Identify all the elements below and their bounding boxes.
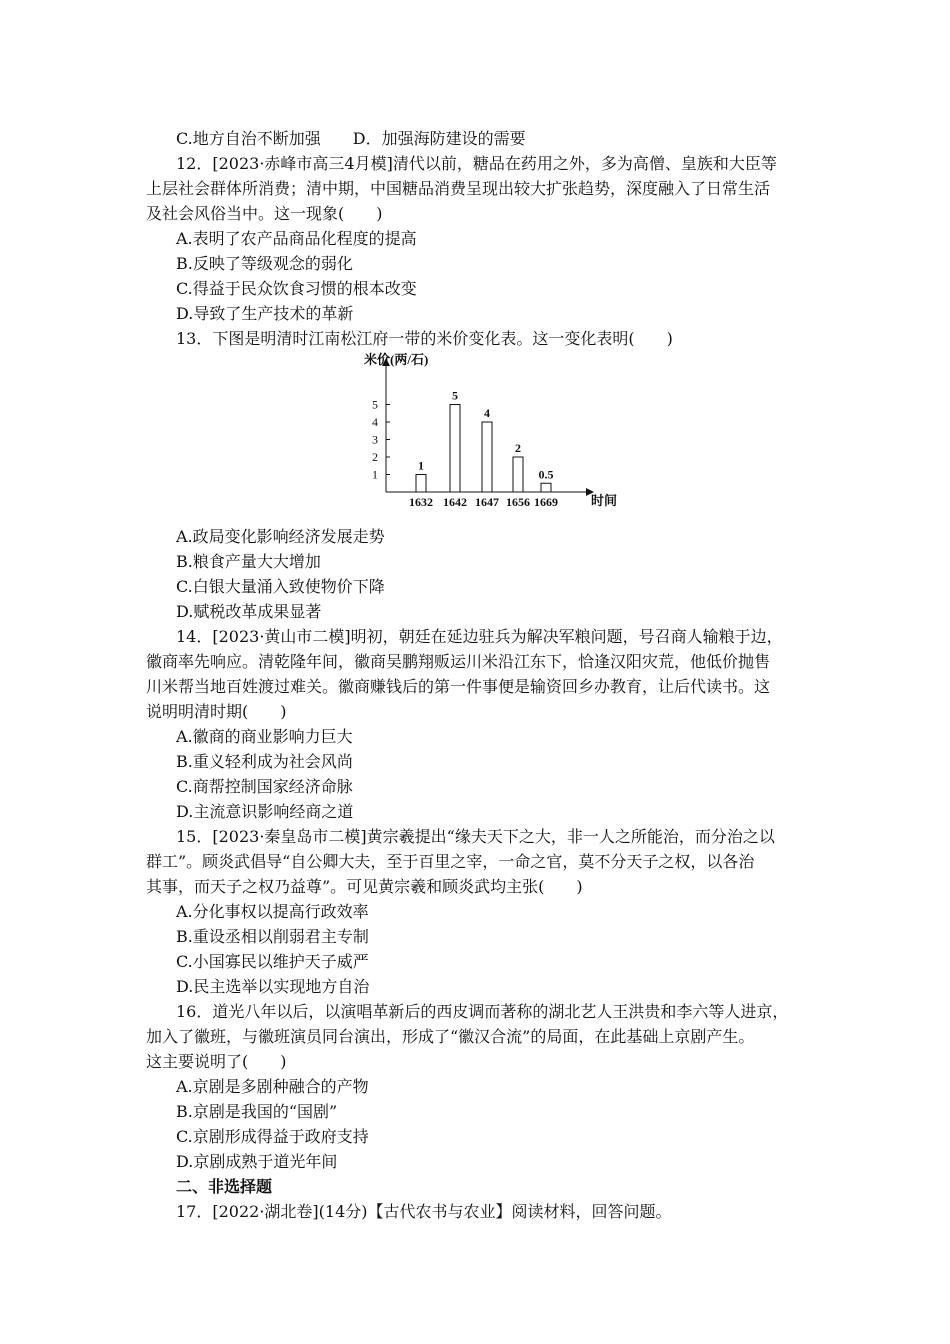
question-13-option-a: A.政局变化影响经济发展走势 (176, 527, 385, 546)
question-16-option-a: A.京剧是多剧种融合的产物 (176, 1077, 369, 1096)
question-12-stem-line-3: 及社会风俗当中。这一现象( ) (146, 204, 383, 223)
question-16-option-b: B.京剧是我国的“国剧” (176, 1102, 338, 1121)
question-16-stem-line-3: 这主要说明了( ) (146, 1052, 287, 1071)
rice-price-chart (350, 350, 630, 515)
bar-1647 (482, 422, 492, 492)
question-16-option-c: C.京剧形成得益于政府支持 (176, 1127, 369, 1146)
bar-value-label: 1 (418, 458, 424, 473)
question-12-stem-line-1: 12．[2023·赤峰市高三4月模]清代以前，糖品在药用之外，多为高僧、皇族和大臣等 (176, 154, 777, 173)
x-axis-label: 时间 (591, 493, 618, 508)
question-13-option-d: D.赋税改革成果显著 (176, 602, 322, 621)
question-15-stem-line-2: 群工”。顾炎武倡导“自公卿大夫，至于百里之宰，一命之官，莫不分天子之权，以各治 (146, 852, 755, 871)
question-16-stem-line-2: 加入了徽班，与徽班演员同台演出，形成了“徽汉合流”的局面，在此基础上京剧产生。 (146, 1027, 755, 1046)
question-11-options-cd: C.地方自治不断加强 D．加强海防建设的需要 (176, 129, 526, 148)
question-13-stem: 13．下图是明清时江南松江府一带的米价变化表。这一变化表明( ) (176, 329, 673, 348)
bar-1632 (416, 475, 426, 493)
question-16-option-d: D.京剧成熟于道光年间 (176, 1152, 338, 1171)
x-tick-label: 1632 (409, 495, 433, 509)
bar-value-label: 5 (452, 388, 458, 403)
y-tick-label: 2 (372, 450, 378, 464)
x-tick-label: 1647 (475, 495, 499, 509)
y-tick-label: 3 (372, 432, 378, 447)
question-12-option-b: B.反映了等级观念的弱化 (176, 254, 353, 273)
question-14-stem-line-4: 说明明清时期( ) (146, 702, 287, 721)
question-14-option-c: C.商帮控制国家经济命脉 (176, 777, 353, 796)
x-tick-label: 1642 (443, 495, 467, 509)
question-14-option-b: B.重义轻利成为社会风尚 (176, 752, 353, 771)
section-heading-non-choice: 二、非选择题 (176, 1177, 273, 1196)
question-12-option-a: A.表明了农产品商品化程度的提高 (176, 229, 417, 248)
y-tick-label: 5 (372, 397, 378, 412)
question-15-stem-line-3: 其事，而天子之权乃益尊”。可见黄宗羲和顾炎武均主张( ) (146, 877, 583, 896)
question-15-stem-line-1: 15．[2023·秦皇岛市二模]黄宗羲提出“缘夫天下之大，非一人之所能治，而分治之以 (176, 827, 775, 846)
question-13-option-c: C.白银大量涌入致使物价下降 (176, 577, 385, 596)
x-tick-label: 1669 (534, 495, 558, 509)
bar-1669 (541, 483, 551, 492)
question-12-stem-line-2: 上层社会群体所消费；清中期，中国糖品消费呈现出较大扩张趋势，深度融入了日常生活 (146, 179, 771, 198)
y-axis-label: 米价(两/石) (364, 352, 429, 367)
question-14-option-a: A.徽商的商业影响力巨大 (176, 727, 353, 746)
bar-value-label: 4 (484, 406, 490, 420)
question-14-option-d: D.主流意识影响经商之道 (176, 802, 354, 821)
question-15-option-a: A.分化事权以提高行政效率 (176, 902, 369, 921)
question-14-stem-line-2: 徽商率先响应。清乾隆年间，徽商吴鹏翔贩运川米沿江东下，恰逢汉阳灾荒，他低价抛售 (146, 652, 771, 671)
question-15-option-d: D.民主选举以实现地方自治 (176, 977, 370, 996)
question-15-option-c: C.小国寡民以维护天子威严 (176, 952, 369, 971)
question-16-stem-line-1: 16．道光八年以后，以演唱革新后的西皮调而著称的湖北艺人王洪贵和李六等人进京， (176, 1002, 789, 1021)
y-tick-label: 1 (372, 467, 378, 482)
x-tick-label: 1656 (506, 495, 530, 509)
question-14-stem-line-3: 川米帮当地百姓渡过难关。徽商赚钱后的第一件事便是输资回乡办教育，让后代读书。这 (146, 677, 771, 696)
question-15-option-b: B.重设丞相以削弱君主专制 (176, 927, 369, 946)
question-14-stem-line-1: 14．[2023·黄山市二模]明初，朝廷在延边驻兵为解决军粮问题，号召商人输粮于边， (176, 627, 783, 646)
y-tick-label: 4 (372, 415, 378, 429)
question-17-stem: 17．[2022·湖北卷](14分)【古代农书与农业】阅读材料，回答问题。 (176, 1202, 672, 1221)
bar-1656 (513, 457, 523, 492)
bar-1642 (450, 405, 460, 493)
bar-value-label: 0.5 (538, 467, 554, 482)
question-12-option-c: C.得益于民众饮食习惯的根本改变 (176, 279, 417, 298)
question-13-option-b: B.粮食产量大大增加 (176, 552, 321, 571)
bar-value-label: 2 (515, 441, 521, 455)
question-12-option-d: D.导致了生产技术的革新 (176, 304, 354, 323)
